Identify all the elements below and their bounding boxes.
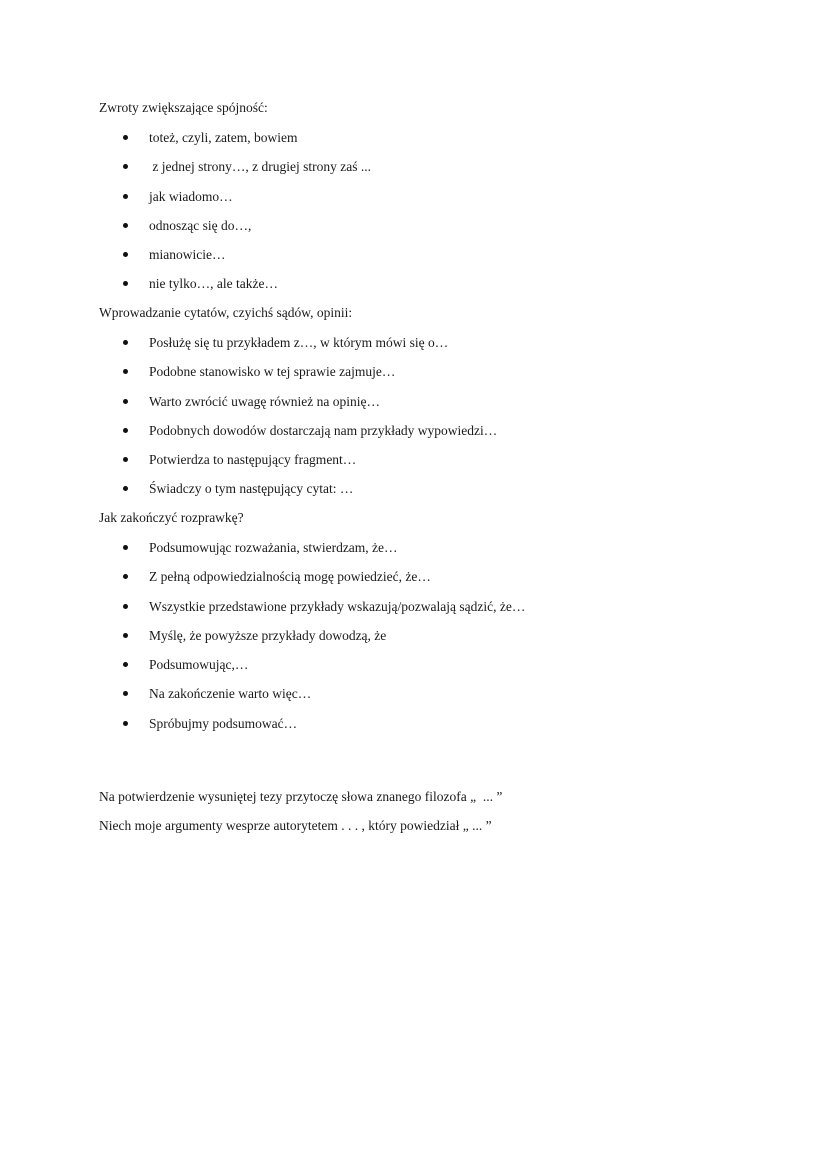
bullet-icon bbox=[123, 164, 128, 169]
bullet-icon bbox=[123, 574, 128, 579]
bullet-icon bbox=[123, 545, 128, 550]
bullet-icon bbox=[123, 428, 128, 433]
bullet-icon bbox=[123, 486, 128, 491]
bullet-icon bbox=[123, 662, 128, 667]
bullet-icon bbox=[123, 252, 128, 257]
closing-sentence-1: Na potwierdzenie wysuniętej tezy przytoczę słowa znanego filozofa „ ... ” bbox=[99, 789, 503, 804]
bullet-icon bbox=[123, 340, 128, 345]
bullet-icon bbox=[123, 135, 128, 140]
bullet-icon bbox=[123, 399, 128, 404]
bullet-icon bbox=[123, 633, 128, 638]
section-heading-quotes: Wprowadzanie cytatów, czyichś sądów, opinii: bbox=[99, 305, 353, 320]
section-heading-cohesion: Zwroty zwiększające spójność: bbox=[99, 100, 268, 115]
bullet-icon bbox=[123, 691, 128, 696]
bullet-icon bbox=[123, 721, 128, 726]
bullet-icon bbox=[123, 223, 128, 228]
bullet-icon bbox=[123, 369, 128, 374]
bullet-icon bbox=[123, 281, 128, 286]
bullet-icon bbox=[123, 604, 128, 609]
document-page: Zwroty zwiększające spójność: toteż, czyli, zatem, bowiem z jednej strony…, z drugiej strony zaś ... jak wiadomo… odnosząc się do…, mianowicie… nie tylko…, ale także… Wprowadzanie cytatów, czyichś sądów, opinii: Posłużę się tu przykładem z…, w którym mówi się o… Podobne stanowisko w tej sprawie zajmuje… Warto zwrócić uwagę również na opinię… Podobnych dowodów dostarczają nam przykłady wypowiedzi… Potwierdza to następujący fragment… Świadczy o tym następujący cytat: … Jak zakończyć rozprawkę? Podsumowując rozważania, stwierdzam, że… Z pełną odpowiedzialnością mogę powiedzieć, że… Wszystkie przedstawione przykłady wskazują/pozwalają sądzić, że… Myślę, że powyższe przykłady dowodzą, że Podsumowując,… Na zakończenie warto więc… Spróbujmy podsumować… Na potwierdzenie wysuniętej tezy przytoczę słowa znanego filozofa „ ... ” Niech moje argumenty wesprze autorytetem . . . , który powiedział „ ... ” bbox=[99, 100, 526, 833]
closing-sentence-2: Niech moje argumenty wesprze autorytetem . . . , który powiedział „ ... ” bbox=[99, 818, 492, 833]
section-heading-conclusion: Jak zakończyć rozprawkę? bbox=[99, 510, 244, 525]
bullet-icon bbox=[123, 194, 128, 199]
bullet-icon bbox=[123, 457, 128, 462]
